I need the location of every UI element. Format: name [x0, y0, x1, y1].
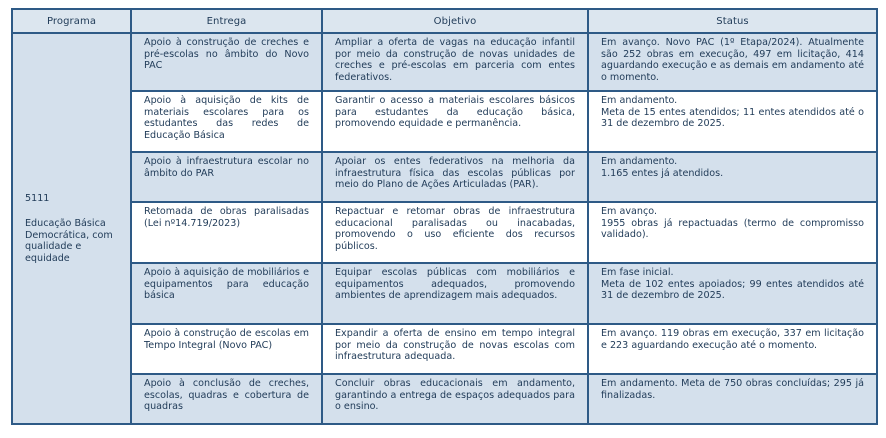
table-row — [12, 33, 877, 91]
objetivo-cell: Repactuar e retomar obras de infraestrutura educacional paralisadas ou inacabadas, promovendo o uso eficiente dos recursos públicos. — [322, 202, 588, 263]
status-cell: Em andamento. Meta de 750 obras concluídas; 295 já finalizadas. — [588, 374, 877, 424]
programa-cell — [12, 33, 131, 424]
entrega-cell: Apoio à construção de creches e pré-escolas no âmbito do Novo PAC — [131, 33, 322, 91]
table-row — [12, 91, 877, 152]
objetivo-cell: Ampliar a oferta de vagas na educação infantil por meio da construção de novas unidades de creches e pré-escolas em parceria com entes federativos. — [322, 33, 588, 91]
objetivo-cell: Equipar escolas públicas com mobiliários e equipamentos adequados, promovendo ambientes de aprendizagem mais adequados. — [322, 263, 588, 324]
header-row — [12, 9, 877, 33]
table-row — [12, 152, 877, 202]
entrega-cell: Apoio à conclusão de creches, escolas, quadras e cobertura de quadras — [131, 374, 322, 424]
deliveries-table — [11, 8, 878, 425]
entrega-cell: Apoio à construção de escolas em Tempo Integral (Novo PAC) — [131, 324, 322, 374]
entrega-cell: Retomada de obras paralisadas (Lei nº14.719/2023) — [131, 202, 322, 263]
status-cell: Em fase inicial. Meta de 102 entes apoiados; 99 entes atendidos até 31 de dezembro de 2025. — [588, 263, 877, 324]
status-cell: Em avanço. Novo PAC (1º Etapa/2024). Atualmente são 252 obras em execução, 497 em licitação, 414 aguardando execução e as demais em andamento até o momento. — [588, 33, 877, 91]
entrega-cell: Apoio à infraestrutura escolar no âmbito do PAR — [131, 152, 322, 202]
status-cell: Em andamento. 1.165 entes já atendidos. — [588, 152, 877, 202]
programa-code: 5111 — [25, 192, 50, 204]
objetivo-cell: Expandir a oferta de ensino em tempo integral por meio da construção de novas escolas com infraestrutura adequada. — [322, 324, 588, 374]
objetivo-cell: Garantir o acesso a materiais escolares básicos para estudantes da educação básica, promovendo equidade e permanência. — [322, 91, 588, 152]
header-status: Status — [588, 9, 877, 33]
header-entrega: Entrega — [131, 9, 322, 33]
header-objetivo: Objetivo — [322, 9, 588, 33]
status-cell: Em andamento. Meta de 15 entes atendidos; 11 entes atendidos até o 31 de dezembro de 2025. — [588, 91, 877, 152]
entrega-cell: Apoio à aquisição de kits de materiais escolares para os estudantes das redes de Educação Básica — [131, 91, 322, 152]
table-row — [12, 324, 877, 374]
status-cell: Em avanço. 119 obras em execução, 337 em licitação e 223 aguardando execução até o momento. — [588, 324, 877, 374]
programa-name: Educação Básica Democrática, com qualidade e equidade — [25, 218, 113, 264]
objetivo-cell: Concluir obras educacionais em andamento, garantindo a entrega de espaços adequados para o ensino. — [322, 374, 588, 424]
table-row — [12, 263, 877, 324]
table-row — [12, 374, 877, 424]
header-programa: Programa — [12, 9, 131, 33]
objetivo-cell: Apoiar os entes federativos na melhoria da infraestrutura física das escolas públicas por meio do Plano de Ações Articuladas (PAR). — [322, 152, 588, 202]
table-row — [12, 202, 877, 263]
status-cell: Em avanço. 1955 obras já repactuadas (termo de compromisso validado). — [588, 202, 877, 263]
entrega-cell: Apoio à aquisição de mobiliários e equipamentos para educação básica — [131, 263, 322, 324]
